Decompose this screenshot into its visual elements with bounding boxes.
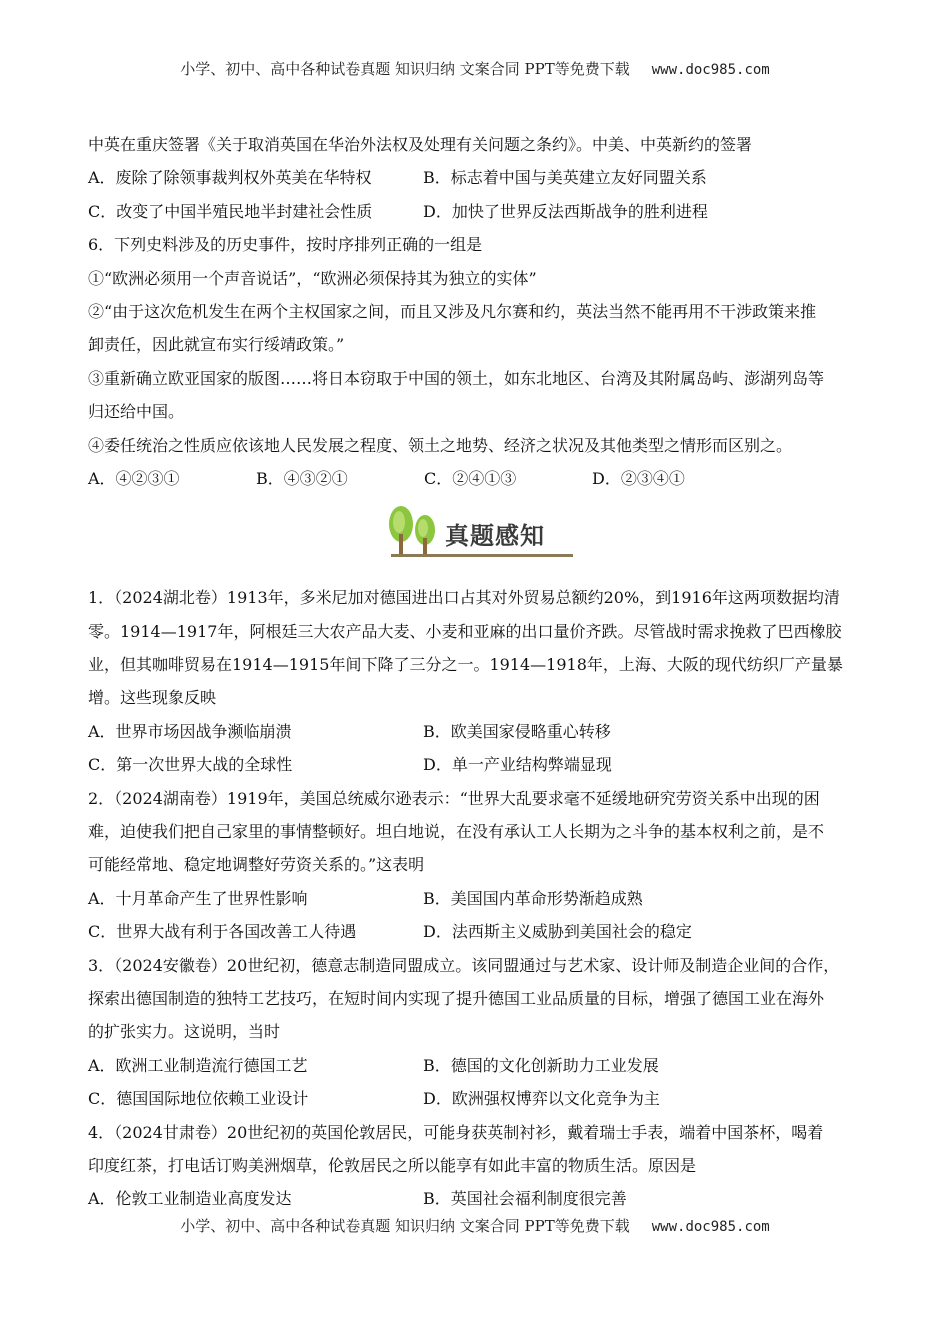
q3-options-row-1 bbox=[88, 1049, 878, 1082]
q6-source-4: ④委任统治之性质应依该地人民发展之程度、领土之地势、经济之状况及其他类型之情形而区别之。 bbox=[88, 435, 793, 455]
q2-option-a[interactable]: A．十月革命产生了世界性影响 bbox=[88, 888, 308, 908]
header-site-link[interactable]: www.doc985.com bbox=[651, 62, 770, 78]
q1-line-4: 增。这些现象反映 bbox=[88, 688, 217, 708]
q5-option-c[interactable]: C．改变了中国半殖民地半封建社会性质 bbox=[88, 201, 373, 221]
q2-line-1: 2．（2024湖南卷）1919年，美国总统威尔逊表示：“世界大乱要求毫不延缓地研究劳资关系中出现的困 bbox=[88, 788, 820, 808]
q4-option-b[interactable]: B．英国社会福利制度很完善 bbox=[423, 1189, 627, 1209]
q2-option-d[interactable]: D．法西斯主义威胁到美国社会的稳定 bbox=[423, 922, 692, 942]
q6-source-3a: ③重新确立欧亚国家的版图……将日本窃取于中国的领土，如东北地区、台湾及其附属岛屿、澎湖列岛等 bbox=[88, 368, 825, 388]
q5-option-b[interactable]: B．标志着中国与美英建立友好同盟关系 bbox=[423, 168, 707, 188]
q5-stem-tail: 中英在重庆签署《关于取消英国在华治外法权及处理有关问题之条约》。中美、中英新约的签署 bbox=[88, 135, 753, 154]
footer-text: 小学、初中、高中各种试卷真题 知识归纳 文案合同 PPT等免费下载 bbox=[180, 1217, 630, 1235]
q5-option-a[interactable]: A．废除了除领事裁判权外英美在华特权 bbox=[88, 168, 372, 188]
q3-option-b[interactable]: B．德国的文化创新助力工业发展 bbox=[423, 1055, 659, 1075]
q2-options-row-2 bbox=[88, 915, 878, 948]
q3-line-3: 的扩张实力。这说明，当时 bbox=[88, 1022, 281, 1042]
q1-line-3: 业，但其咖啡贸易在1914—1915年间下降了三分之一。1914—1918年，上海、大阪的现代纺织厂产量暴 bbox=[88, 655, 843, 675]
q3-option-d[interactable]: D．欧洲强权博弈以文化竞争为主 bbox=[423, 1089, 660, 1109]
tree-icon bbox=[383, 504, 443, 560]
q6-source-1: ①“欧洲必须用一个声音说话”，“欧洲必须保持其为独立的实体” bbox=[88, 268, 537, 288]
q2-option-b[interactable]: B．美国国内革命形势渐趋成熟 bbox=[423, 888, 643, 908]
q1-option-b[interactable]: B．欧美国家侵略重心转移 bbox=[423, 721, 611, 741]
q1-line-2: 零。1914—1917年，阿根廷三大农产品大麦、小麦和亚麻的出口量价齐跌。尽管战时需求挽救了巴西橡胶 bbox=[88, 621, 842, 641]
q4-line-2: 印度红茶，打电话订购美洲烟草，伦敦居民之所以能享有如此丰富的物质生活。原因是 bbox=[88, 1155, 697, 1175]
q6-source-3b: 归还给中国。 bbox=[88, 402, 185, 422]
q6-options-row bbox=[88, 462, 878, 495]
q3-option-c[interactable]: C．德国国际地位依赖工业设计 bbox=[88, 1089, 309, 1109]
q1-options-row-2 bbox=[88, 748, 878, 781]
q2-option-c[interactable]: C．世界大战有利于各国改善工人待遇 bbox=[88, 922, 357, 942]
header-text: 小学、初中、高中各种试卷真题 知识归纳 文案合同 PPT等免费下载 bbox=[180, 60, 630, 78]
exam-content bbox=[88, 128, 878, 1216]
q3-line-1: 3．（2024安徽卷）20世纪初，德意志制造同盟成立。该同盟通过与艺术家、设计师及制造企业间的合作， bbox=[88, 955, 840, 975]
section-title: 真题感知 bbox=[445, 522, 545, 551]
q1-options-row-1 bbox=[88, 715, 878, 748]
q1-option-c[interactable]: C．第一次世界大战的全球性 bbox=[88, 755, 293, 775]
q6-source-2b: 卸责任，因此就宣布实行绥靖政策。” bbox=[88, 335, 345, 355]
q3-option-a[interactable]: A．欧洲工业制造流行德国工艺 bbox=[88, 1055, 308, 1075]
q6-source-2a: ②“由于这次危机发生在两个主权国家之间，而且又涉及凡尔赛和约，英法当然不能再用不干涉政策来推 bbox=[88, 301, 817, 321]
section-underline bbox=[391, 554, 573, 557]
q6-option-b[interactable]: B．④③②① bbox=[256, 468, 348, 488]
q2-line-3: 可能经常地、稳定地调整好劳资关系的。”这表明 bbox=[88, 855, 425, 875]
q6-stem: 6．下列史料涉及的历史事件，按时序排列正确的一组是 bbox=[88, 235, 483, 255]
q5-options-row-2 bbox=[88, 195, 878, 228]
q1-option-d[interactable]: D．单一产业结构弊端显现 bbox=[423, 755, 612, 775]
page-header bbox=[0, 58, 950, 79]
section-banner bbox=[88, 499, 878, 575]
q6-option-a[interactable]: A．④②③① bbox=[88, 468, 180, 488]
q5-options-row-1 bbox=[88, 161, 878, 194]
q3-options-row-2 bbox=[88, 1082, 878, 1115]
q5-option-d[interactable]: D．加快了世界反法西斯战争的胜利进程 bbox=[423, 201, 708, 221]
q1-option-a[interactable]: A．世界市场因战争濒临崩溃 bbox=[88, 721, 292, 741]
q6-option-c[interactable]: C．②④①③ bbox=[424, 468, 517, 488]
q4-option-a[interactable]: A．伦敦工业制造业高度发达 bbox=[88, 1189, 292, 1209]
page-footer bbox=[0, 1215, 950, 1236]
q4-options-row-1 bbox=[88, 1182, 878, 1215]
q4-line-1: 4．（2024甘肃卷）20世纪初的英国伦敦居民，可能身获英制衬衫，戴着瑞士手表，端着中国茶杯，喝着 bbox=[88, 1122, 824, 1142]
q1-line-1: 1．（2024湖北卷）1913年，多米尼加对德国进出口占其对外贸易总额约20%，到1916年这两项数据均清 bbox=[88, 588, 840, 608]
q3-line-2: 探索出德国制造的独特工艺技巧，在短时间内实现了提升德国工业品质量的目标，增强了德国工业在海外 bbox=[88, 988, 825, 1008]
q2-options-row-1 bbox=[88, 882, 878, 915]
footer-site-link[interactable]: www.doc985.com bbox=[651, 1219, 770, 1235]
q6-option-d[interactable]: D．②③④① bbox=[592, 468, 685, 488]
q2-line-2: 难，迫使我们把自己家里的事情整顿好。坦白地说，在没有承认工人长期为之斗争的基本权利之前，是不 bbox=[88, 822, 825, 842]
